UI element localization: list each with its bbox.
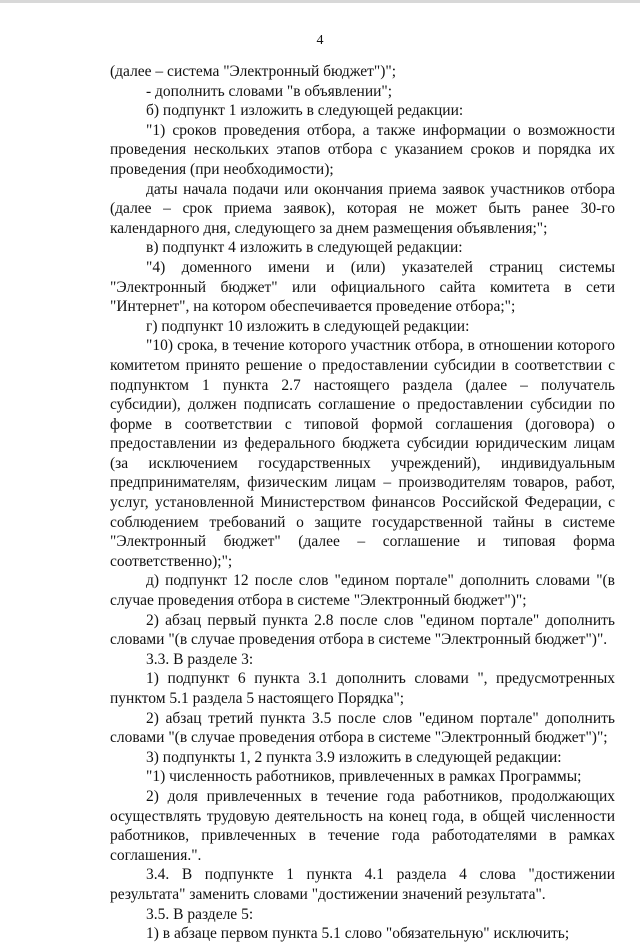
paragraph-17: 2) доля привлеченных в течение года работников, продолжающих осуществлять трудовую деятельность на конец года, в общей численности работников, привлеченных в течение года работодателями в рамках соглашения.". — [110, 787, 615, 864]
paragraph-1: (далее – система "Электронный бюджет")"; — [110, 63, 397, 80]
scan-top-edge — [0, 0, 640, 3]
paragraph-3: б) подпункт 1 изложить в следующей редакции: — [146, 102, 464, 120]
page-number: 4 — [316, 33, 324, 48]
paragraph-8: г) подпункт 10 изложить в следующей редакции: — [146, 317, 470, 335]
paragraph-14: 2) абзац третий пункта 3.5 после слов "едином портале" дополнить словами "(в случае проведения отбора в системе "Электронный бюджет")"; — [110, 709, 615, 747]
paragraph-12: 3.3. В разделе 3: — [146, 650, 254, 668]
paragraph-7: "4) доменного имени и (или) указателей страниц системы "Электронный бюджет" или официального сайта комитета в сети "Интернет", на котором обеспечивается проведение отбора;"; — [110, 258, 615, 316]
paragraph-15: 3) подпункты 1, 2 пункта 3.9 изложить в следующей редакции: — [146, 748, 562, 766]
paragraph-5: даты начала подачи или окончания приема заявок участников отбора (далее – срок приема заявок), которая не может быть ранее 30-го календарного дня, следующего за днем размещения объявления;"; — [110, 180, 615, 237]
paragraph-19: 3.5. В разделе 5: — [146, 905, 254, 923]
paragraph-2: - дополнить словами "в объявлении"; — [146, 82, 393, 100]
paragraph-13: 1) подпункт 6 пункта 3.1 дополнить словами ", предусмотренных пунктом 5.1 раздела 5 настоящего Порядка"; — [110, 670, 615, 707]
document-body — [110, 62, 615, 944]
paragraph-20: 1) в абзаце первом пункта 5.1 слово "обязательную" исключить; — [146, 925, 570, 943]
paragraph-6: в) подпункт 4 изложить в следующей редакции: — [146, 239, 463, 257]
paragraph-10: д) подпункт 12 после слов "едином портале" дополнить словами "(в случае проведения отбора в системе "Электронный бюджет")"; — [110, 572, 615, 610]
paragraph-11: 2) абзац первый пункта 2.8 после слов "едином портале" дополнить словами "(в случае проведения отбора в системе "Электронный бюджет")". — [110, 611, 615, 649]
paragraph-16: "1) численность работников, привлеченных в рамках Программы; — [146, 768, 582, 786]
paragraph-18: 3.4. В подпункте 1 пункта 4.1 раздела 4 слова "достижении результата" заменить словами "достижении значений результата". — [110, 866, 615, 903]
paragraph-4: "1) сроков проведения отбора, а также информации о возможности проведения нескольких этапов отбора с указанием сроков и порядка их проведения (при необходимости); — [110, 121, 615, 178]
paragraph-9: "10) срока, в течение которого участник отбора, в отношении которого комитетом принято решение о предоставлении субсидии в соответствии с подпунктом 1 пункта 2.7 настоящего раздела (далее – получатель субсидии), должен подписать соглашение о предоставлении субсидии по форме в соответствии с типовой формой соглашения (договора) о предоставлении из федерального бюджета субсидии юридическим лицам (за исключением государственных учреждений), индивидуальным предпринимателям, физическим лицам – производителям товаров, работ, услуг, установленной Министерством финансов Российской Федерации, с соблюдением требований о защите государственной тайны в системе "Электронный бюджет" (далее – соглашение и типовая форма соответственно);"; — [110, 337, 615, 570]
